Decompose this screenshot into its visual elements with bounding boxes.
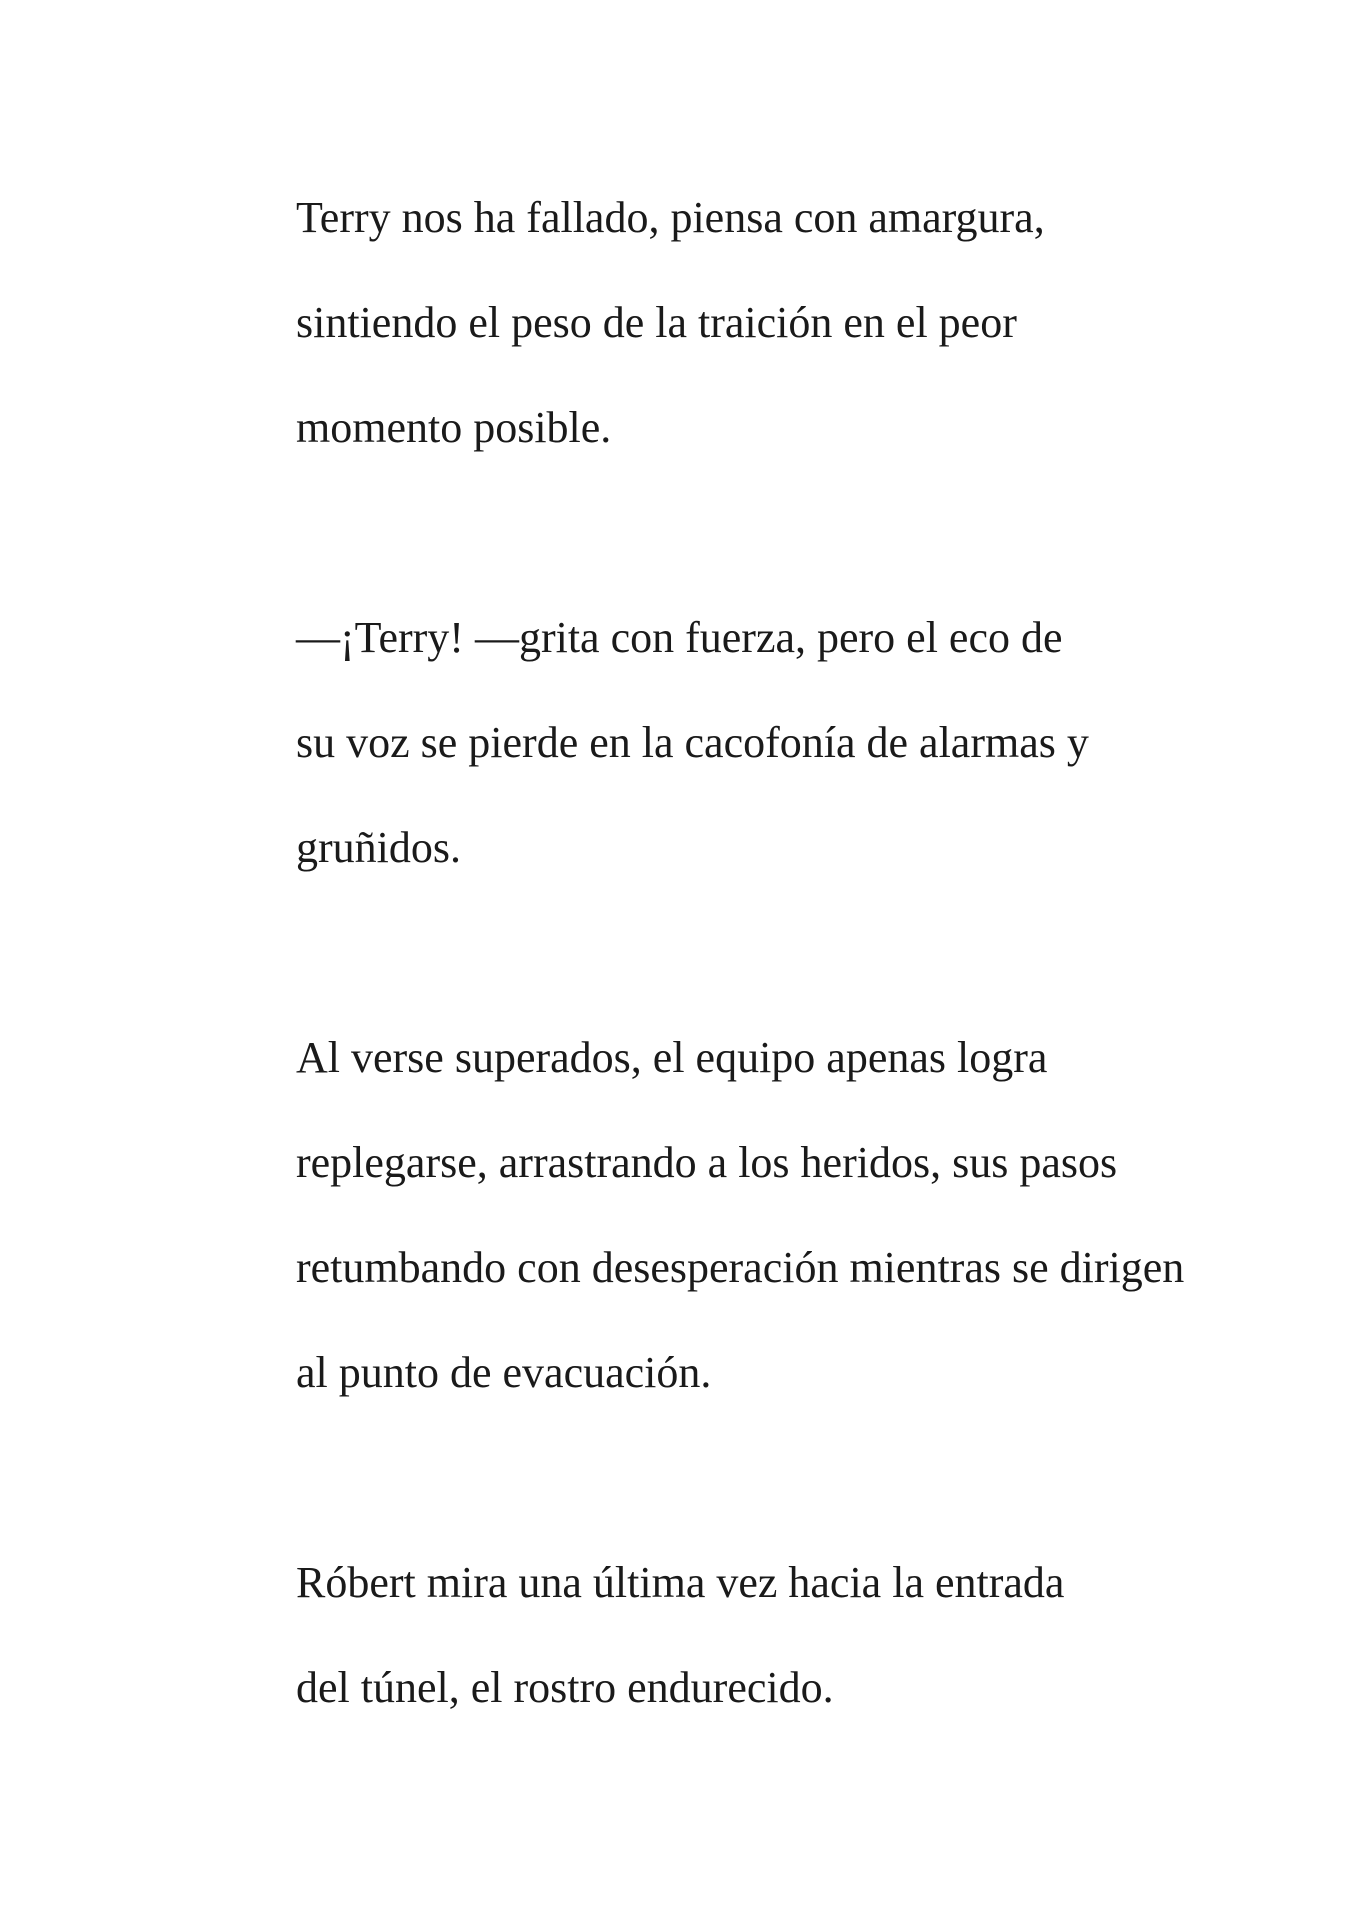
text-line: Terry nos ha fallado, piensa con amargura, (296, 193, 1045, 242)
body-text (166, 165, 1226, 1845)
text-line: Róbert mira una última vez hacia la entrada (296, 1558, 1065, 1607)
text-line: su voz se pierde en la cacofonía de alarmas y (296, 718, 1089, 767)
text-line: Al verse superados, el equipo apenas logra (296, 1033, 1048, 1082)
text-line: replegarse, arrastrando a los heridos, sus pasos (296, 1138, 1118, 1187)
paragraph-2 (166, 585, 1226, 900)
paragraph-4 (166, 1530, 1226, 1740)
text-line: gruñidos. (296, 823, 461, 872)
text-line: retumbando con desesperación mientras se dirigen (296, 1243, 1185, 1292)
text-line: —¡Terry! —grita con fuerza, pero el eco de (296, 613, 1063, 662)
text-line: al punto de evacuación. (296, 1348, 712, 1397)
paragraph-3 (166, 1005, 1226, 1425)
text-line: del túnel, el rostro endurecido. (296, 1663, 834, 1712)
paragraph-1 (166, 165, 1226, 480)
text-line: momento posible. (296, 403, 612, 452)
text-line: sintiendo el peso de la traición en el peor (296, 298, 1017, 347)
